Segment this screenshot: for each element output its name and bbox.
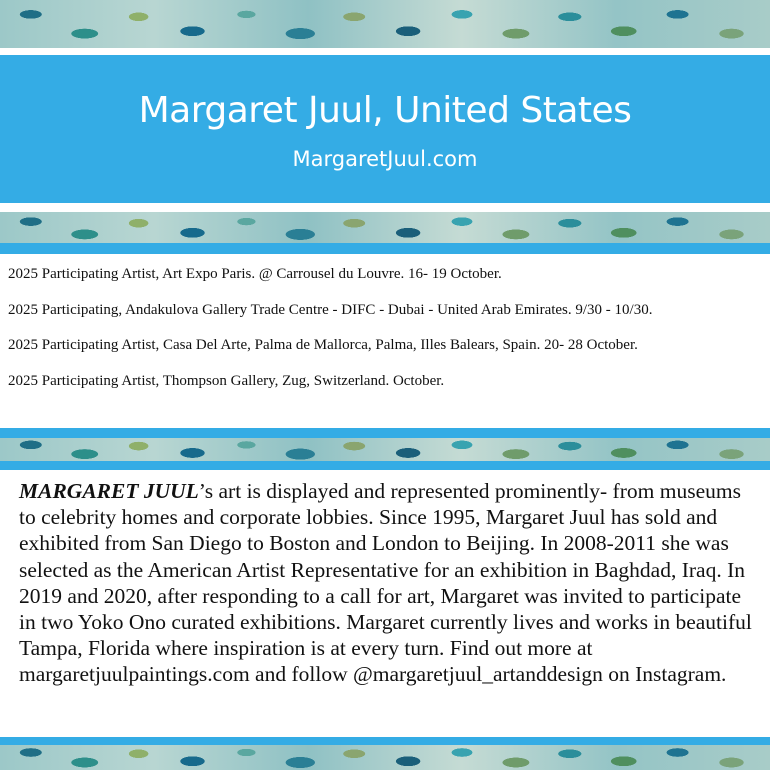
- artist-website-link[interactable]: MargaretJuul.com: [292, 146, 478, 171]
- header-band: [0, 55, 770, 203]
- painting-banner-bottom: [0, 745, 770, 770]
- artist-bio: [19, 478, 759, 688]
- painting-banner-lower: [0, 438, 770, 461]
- divider-band: [0, 243, 770, 254]
- painting-banner-top: [0, 0, 770, 48]
- event-item: 2025 Participating Artist, Casa Del Arte, Palma de Mallorca, Palma, Illes Balears, Spain. 20- 28 October.: [8, 337, 638, 353]
- events-list: [8, 262, 768, 404]
- bio-artist-name: MARGARET JUUL: [19, 479, 199, 503]
- event-item: 2025 Participating Artist, Thompson Gallery, Zug, Switzerland. October.: [8, 372, 445, 389]
- event-item: 2025 Participating Artist, Art Expo Paris. @ Carrousel du Louvre. 16- 19 October.: [8, 266, 502, 282]
- artist-title: Margaret Juul, United States: [138, 89, 632, 131]
- painting-banner-middle: [0, 212, 770, 244]
- bio-text: ’s art is displayed and represented prominently- from museums to celebrity homes and corporate lobbies. Since 1995, Margaret Juul has sold and exhibited from San Diego to Boston and London to Beijing. In 2008-2011 she was selected as the American Artist Representative for an exhibition in Baghdad, Iraq. In 2019 and 2020, after responding to a call for art, Margaret was invited to participate in two Yoko Ono curated exhibitions. Margaret currently lives and works in beautiful Tampa, Florida where inspiration is at every turn. Find out more at margaretjuulpaintings.com and follow @margaretjuul_artanddesign on Instagram.: [19, 479, 752, 687]
- event-item: 2025 Participating, Andakulova Gallery Trade Centre - DIFC - Dubai - United Arab Emirates. 9/30 - 10/30.: [8, 301, 653, 318]
